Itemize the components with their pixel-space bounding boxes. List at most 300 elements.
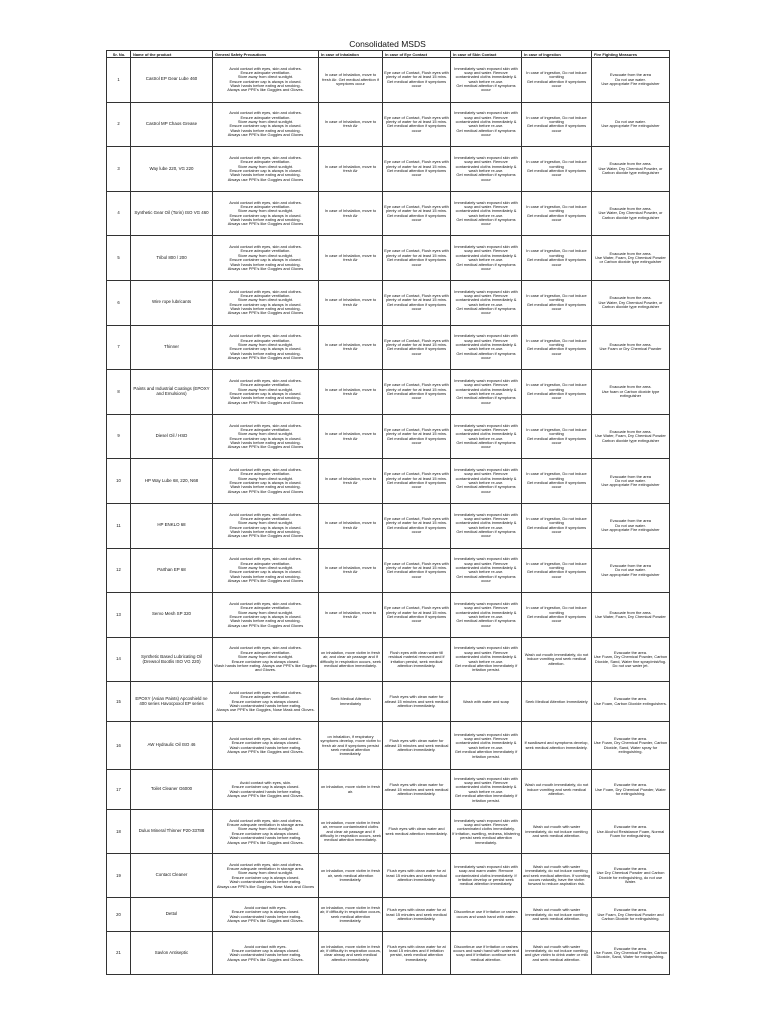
cell-fire-fighting-text: Evacuate from the area. Use Water, Dry Chemical Powder, or Carbon dioxide type extinguisher bbox=[598, 161, 663, 176]
cell-fire-fighting-text: Evacuate from the area. Use Water, Foam, Dry Chemical Powder Carbon dioxide type extinguisher bbox=[595, 429, 666, 443]
cell-skin-contact bbox=[451, 932, 522, 975]
cell-ingestion-text: In case of ingestion, Do not induce vomiting Get medical attention if symptoms occur bbox=[526, 70, 587, 89]
cell-ingestion bbox=[522, 191, 592, 236]
cell-inhalation bbox=[319, 503, 383, 548]
cell-product bbox=[131, 503, 213, 548]
cell-inhalation bbox=[319, 593, 383, 638]
cell-fire-fighting bbox=[592, 593, 670, 638]
cell-skin-contact bbox=[451, 593, 522, 638]
table-body bbox=[107, 58, 670, 975]
cell-precautions-text: Avoid contact with eyes, skin and clothes. Ensure adequate ventilation. Store away from direct sunlight. Ensure container cap is always in closed. Wash hands before eating and smoking. Always use PPE's like Goggles and Gloves bbox=[227, 467, 304, 494]
cell-ingestion-text: Wash out mouth immediately, do not induce vomiting and seek medical attention. bbox=[524, 782, 589, 796]
cell-ingestion bbox=[522, 854, 592, 898]
cell-fire-fighting-text: Evacuate the area. Use Dry Chemical Powder and Carbon Dioxide for extinguishing, do not use Water. bbox=[596, 866, 665, 885]
cell-sr-no bbox=[107, 236, 131, 281]
cell-inhalation-text: In case of Inhalation, move to fresh Air bbox=[324, 163, 377, 173]
cell-ingestion bbox=[522, 459, 592, 504]
cell-fire-fighting-text: Evacuate the area. Use Foam, Dry Chemical Powder and Carbon Dioxide for extinguishing. bbox=[597, 907, 664, 921]
cell-fire-fighting bbox=[592, 810, 670, 854]
cell-sr-no-text: 3 bbox=[117, 165, 120, 171]
cell-product bbox=[131, 722, 213, 770]
cell-precautions bbox=[213, 722, 319, 770]
cell-product-text: HP Way Lube 68, 220, N68 bbox=[144, 477, 199, 483]
cell-fire-fighting bbox=[592, 325, 670, 370]
cell-skin-contact bbox=[451, 58, 522, 103]
cell-inhalation bbox=[319, 459, 383, 504]
cell-skin-contact bbox=[451, 810, 522, 854]
cell-precautions-text: Avoid contact with eyes, skin and clothes. Ensure adequate ventilation. Store away from direct sunlight. Ensure container cap is always in closed. Wash hands before eating and smoking. Always use PPE's like Goggles and Gloves bbox=[227, 110, 304, 138]
cell-ingestion-text: Wash out mouth with water immediately, do not induce vomiting and seek medical attention. bbox=[525, 907, 588, 921]
cell-eye-contact-text: Eye case of Contact, Flush eyes with plenty of water for at least 15 mins. Get medical attention if symptoms occur bbox=[384, 516, 449, 535]
cell-sr-no-text: 21 bbox=[116, 950, 121, 956]
cell-ingestion bbox=[522, 280, 592, 325]
cell-sr-no bbox=[107, 102, 131, 147]
cell-fire-fighting-text: Evacuate from the area. Use Water, Dry Chemical Powder, or Carbon dioxide type extinguisher bbox=[598, 295, 663, 309]
cell-sr-no bbox=[107, 770, 131, 810]
cell-ingestion bbox=[522, 932, 592, 975]
cell-sr-no-text: 16 bbox=[116, 742, 121, 748]
cell-eye-contact bbox=[383, 593, 451, 638]
cell-skin-contact bbox=[451, 414, 522, 459]
cell-sr-no-text: 13 bbox=[116, 611, 121, 617]
cell-sr-no-text: 7 bbox=[117, 344, 120, 350]
cell-fire-fighting bbox=[592, 637, 670, 682]
cell-precautions bbox=[213, 637, 319, 682]
cell-skin-contact bbox=[451, 325, 522, 370]
cell-product-text: Way lube 220, VG 220 bbox=[149, 165, 194, 171]
cell-product bbox=[131, 325, 213, 370]
cell-precautions bbox=[213, 593, 319, 638]
cell-fire-fighting-text: Evacuate from the area. Use Foam or Dry Chemical Powder bbox=[599, 342, 662, 352]
cell-precautions bbox=[213, 325, 319, 370]
table-row bbox=[107, 370, 670, 415]
cell-ingestion bbox=[522, 548, 592, 593]
cell-eye-contact-text: Eye case of Contact, Flush eyes with plenty of water for at least 15 mins. Get medical attention if symptoms occur bbox=[384, 248, 449, 267]
cell-inhalation-text: In case of Inhalation, move to fresh Air bbox=[324, 342, 377, 352]
cell-sr-no bbox=[107, 898, 131, 932]
cell-sr-no bbox=[107, 280, 131, 325]
cell-eye-contact-text: Flush eyes with clean water and seek medical attention immediately. bbox=[385, 826, 448, 836]
cell-eye-contact bbox=[383, 147, 451, 192]
msds-page bbox=[106, 38, 669, 975]
cell-inhalation-text: on inhalation, move victim in fresh air, remove contaminated cloths and clear air passage and if difficulty in respiration occurs, seek medical attention immediately. bbox=[320, 819, 381, 843]
cell-eye-contact-text: Eye case of Contact, Flush eyes with plenty of water for at least 15 mins. Get medical attention if symptoms occur bbox=[384, 337, 449, 356]
cell-sr-no bbox=[107, 854, 131, 898]
cell-sr-no bbox=[107, 593, 131, 638]
cell-ingestion-text: In case of ingestion, Do not induce vomiting Get medical attention if symptoms occur bbox=[526, 203, 587, 222]
cell-skin-contact-text: Immediately wash exposed skin with soap and water. Remove contaminated cloths immediately & wash before re-use. Get medical attention if symptoms occur bbox=[454, 110, 518, 138]
cell-ingestion-text: In case of ingestion, Do not induce vomiting Get medical attention if symptoms occur bbox=[526, 114, 587, 133]
cell-eye-contact bbox=[383, 280, 451, 325]
table-header-row bbox=[107, 51, 670, 58]
cell-precautions-text: Avoid contact with eyes, skin and clothes. Ensure adequate ventilation. Store away from direct sunlight. Ensure container cap is always in closed. Wash hands before eating and smoking. Always use PPE's like Goggles and Gloves bbox=[227, 600, 304, 628]
cell-skin-contact-text: Immediately wash exposed skin with soap and water. Remove contaminated cloths immediately & wash before re-use. Get medical attention immediately if irritation persist. bbox=[454, 731, 518, 759]
cell-product bbox=[131, 459, 213, 504]
cell-ingestion bbox=[522, 414, 592, 459]
cell-fire-fighting bbox=[592, 459, 670, 504]
cell-eye-contact-text: Eye case of Contact, Flush eyes with plenty of water for at least 15 mins. Get medical attention if symptoms occur bbox=[384, 293, 449, 312]
cell-fire-fighting-text: Evacuate the area. Use Foam, Dry Chemical Powder, Carbon Dioxide, Sand, Water spray for extinguishing. bbox=[593, 736, 668, 755]
cell-precautions bbox=[213, 854, 319, 898]
cell-inhalation-text: on inhalation, move victim in fresh air. bbox=[320, 784, 381, 794]
cell-precautions bbox=[213, 58, 319, 103]
cell-product-text: Castrol EP Gear Lube 460 bbox=[145, 76, 198, 82]
cell-eye-contact-text: Flush eyes with clean water for at least 15 minutes and seek medical attention immediately. bbox=[386, 868, 447, 882]
cell-sr-no bbox=[107, 325, 131, 370]
cell-eye-contact-text: Eye case of Contact, Flush eyes with plenty of water for at least 15 mins. Get medical attention if symptoms occur bbox=[384, 560, 449, 579]
cell-precautions bbox=[213, 770, 319, 810]
cell-inhalation bbox=[319, 810, 383, 854]
header-sr-no: Sr. No. bbox=[107, 51, 131, 58]
cell-ingestion bbox=[522, 593, 592, 638]
cell-fire-fighting-text: Evacuate from the area. Use Water, Foam, Dry Chemical Powder or Carbon dioxide type extinguisher bbox=[595, 250, 666, 265]
cell-product-text: Toilet Cleaner G6000 bbox=[150, 786, 193, 792]
cell-ingestion-text: In case of ingestion, Do not induce vomiting Get medical attention if symptoms occur bbox=[526, 293, 587, 312]
cell-precautions bbox=[213, 503, 319, 548]
cell-inhalation bbox=[319, 932, 383, 975]
cell-product-text: Wire rope lubricants bbox=[151, 299, 192, 305]
cell-sr-no-text: 10 bbox=[116, 477, 121, 483]
cell-skin-contact-text: Discontinue use if irritation or rashes occurs and wash hand with water and soap and if irritation continue seek medical attention. bbox=[453, 943, 519, 962]
cell-precautions-text: Avoid contact with eyes, skin and clothes. Ensure adequate ventilation. Store away from direct sunlight. Ensure container cap is always in closed. Wash hands before eating and smoking. Always use PPE's like Goggles and Gloves bbox=[227, 199, 304, 227]
cell-sr-no-text: 18 bbox=[116, 828, 121, 834]
cell-inhalation-text: on inhalation, move victim in fresh air, and clear air passage and if difficulty in respiration occurs, seek medical attention immediately. bbox=[320, 649, 381, 668]
cell-precautions bbox=[213, 898, 319, 932]
cell-inhalation bbox=[319, 770, 383, 810]
cell-skin-contact-text: Immediately wash exposed skin with soap and water. Remove contaminated cloths immediately & wash before re-use. Get medical attention if symptoms occur bbox=[454, 422, 518, 450]
cell-sr-no-text: 5 bbox=[117, 255, 120, 260]
cell-eye-contact bbox=[383, 548, 451, 593]
cell-ingestion bbox=[522, 682, 592, 722]
table-row bbox=[107, 637, 670, 682]
cell-ingestion bbox=[522, 58, 592, 103]
cell-sr-no bbox=[107, 932, 131, 975]
cell-fire-fighting-text: Evacuate from the area Do not use water. Use appropriate Fire extinguisher bbox=[601, 72, 660, 86]
cell-sr-no bbox=[107, 810, 131, 854]
cell-skin-contact bbox=[451, 147, 522, 192]
cell-skin-contact bbox=[451, 236, 522, 281]
cell-inhalation-text: In case of Inhalation, move to fresh Air. Get medical attention if symptoms occur bbox=[322, 72, 379, 86]
cell-eye-contact bbox=[383, 325, 451, 370]
cell-product bbox=[131, 593, 213, 638]
table-row bbox=[107, 280, 670, 325]
cell-skin-contact bbox=[451, 191, 522, 236]
cell-skin-contact-text: Immediately wash exposed skin with soap and water. Remove contaminated cloths immediately & wash before re-use. Get medical attention immediately if irritation persist. bbox=[454, 775, 518, 803]
cell-skin-contact-text: Immediately wash exposed skin with soap and water. Remove contaminated cloths immediately & wash before re-use. Get medical attention if symptoms occur bbox=[454, 288, 518, 316]
table-row bbox=[107, 722, 670, 770]
cell-fire-fighting bbox=[592, 932, 670, 975]
cell-eye-contact-text: Flush eyes with clean water for atleast 15 minutes and seek medical attention immediately. bbox=[384, 738, 449, 752]
cell-product bbox=[131, 102, 213, 147]
cell-product-text: Tribol 800 / 200 bbox=[156, 254, 187, 260]
cell-fire-fighting bbox=[592, 236, 670, 281]
cell-inhalation bbox=[319, 370, 383, 415]
header-fire-fighting: Fire Fighting Measures bbox=[592, 51, 670, 58]
cell-fire-fighting bbox=[592, 770, 670, 810]
cell-ingestion bbox=[522, 637, 592, 682]
cell-precautions-text: Avoid contact with eyes, skin and clothes. Ensure adequate ventilation in storage area. Store away from direct sunlight. Ensure container cap is always closed. Wash contaminated hands before eating. Always use PPE's like Goggles and Gloves. bbox=[226, 817, 305, 845]
cell-fire-fighting bbox=[592, 898, 670, 932]
cell-inhalation-text: In case of Inhalation, move to fresh Air bbox=[324, 475, 377, 486]
cell-eye-contact bbox=[383, 637, 451, 682]
table-row bbox=[107, 770, 670, 810]
cell-precautions-text: Avoid contact with eyes, skin. Ensure container cap is always closed. Wash contaminated hands before eating. Always use PPE's like Goggles and Gloves. bbox=[227, 780, 304, 799]
cell-product-text: Synthetic Based Lubricating Oil (Drewsol Bootlis ISO VG 220) bbox=[140, 653, 202, 664]
cell-precautions-text: Avoid contact with eyes, skin and clothes. Ensure adequate ventilation. Store away from direct sunlight. Ensure container cap is always closed. Wash hands before eating. Always use PPE's like Goggles and Gloves. bbox=[214, 645, 317, 673]
cell-inhalation bbox=[319, 102, 383, 147]
cell-fire-fighting-text: Evacuate from the area. Use Water, Dry Chemical Powder, or Carbon dioxide type extinguisher bbox=[598, 206, 663, 220]
cell-precautions-text: Avoid contact with eyes, skin and clothes. Ensure adequate ventilation. Store away from direct sunlight. Ensure container cap is always in closed. Wash hands before eating and smoking. Always use PPE's like Goggles and Gloves bbox=[227, 422, 304, 450]
cell-ingestion-text: In case of ingestion, Do not induce vomiting Get medical attention if symptoms occur bbox=[526, 159, 587, 178]
msds-table bbox=[106, 50, 670, 975]
cell-skin-contact bbox=[451, 854, 522, 898]
cell-product-text: HP ENKLO 68 bbox=[157, 522, 186, 528]
cell-inhalation bbox=[319, 637, 383, 682]
cell-eye-contact-text: Eye case of Contact, Flush eyes with plenty of water for at least 15 mins. Get medical attention if symptoms occur bbox=[384, 382, 449, 401]
cell-eye-contact-text: Flush eyes with clean water for atleast 15 minutes and seek medical attention immediately. bbox=[384, 694, 449, 708]
cell-skin-contact-text: Immediately wash exposed skin with soap and water. Remove contaminated cloths immediately & wash before re-use. Get medical attention if symptoms occur bbox=[454, 511, 518, 539]
cell-inhalation-text: In case of Inhalation, move to fresh Air bbox=[324, 252, 377, 263]
cell-fire-fighting-text: Evacuate the area. Use Foam, Carbon Dioxide extinguishers. bbox=[594, 696, 667, 706]
cell-inhalation-text: on inhalation, if respiratory symptoms develop, move victim to fresh air and if symptoms persist seek medical attention immediately. bbox=[320, 733, 381, 757]
cell-sr-no-text: 19 bbox=[116, 872, 121, 878]
cell-ingestion-text: In case of ingestion, Do not induce vomiting Get medical attention if symptoms occur bbox=[526, 337, 587, 356]
cell-inhalation bbox=[319, 58, 383, 103]
table-row bbox=[107, 191, 670, 236]
cell-skin-contact bbox=[451, 898, 522, 932]
cell-inhalation bbox=[319, 191, 383, 236]
cell-eye-contact-text: Eye case of Contact, Flush eyes with plenty of water for at least 15 mins. Get medical attention if symptoms occur bbox=[384, 426, 449, 445]
cell-ingestion-text: In case of ingestion, Do not induce vomiting Get medical attention if symptoms occur bbox=[526, 248, 587, 267]
cell-sr-no bbox=[107, 637, 131, 682]
cell-skin-contact bbox=[451, 459, 522, 504]
cell-eye-contact bbox=[383, 459, 451, 504]
cell-eye-contact-text: Flush eyes with clean water for at least 15 minutes and seek medical attention immediately. bbox=[386, 907, 447, 921]
cell-eye-contact bbox=[383, 370, 451, 415]
cell-product bbox=[131, 770, 213, 810]
cell-fire-fighting bbox=[592, 682, 670, 722]
cell-sr-no bbox=[107, 722, 131, 770]
cell-fire-fighting-text: Evacuate from the area. Use foam or Carbon dioxide type extinguisher bbox=[601, 384, 660, 399]
cell-skin-contact bbox=[451, 637, 522, 682]
cell-skin-contact-text: Immediately wash exposed skin with soap and water. Remove contaminated cloths immediately & wash before re-use. Get medical attention if symptoms occur bbox=[454, 377, 518, 405]
cell-ingestion-text: If swallowed and symptoms develop, seek medical attention immediately. bbox=[524, 740, 589, 750]
cell-eye-contact bbox=[383, 898, 451, 932]
cell-precautions bbox=[213, 932, 319, 975]
cell-precautions-text: Avoid contact with eyes, skin and clothes. Ensure adequate ventilation. Ensure container cap is always closed. Wash contaminated hands before eating. Always use PPE's like Goggles, Nose Mask and Gloves. bbox=[216, 689, 315, 713]
cell-fire-fighting-text: Evacuate from the area Do not use water. Use appropriate Fire extinguisher bbox=[601, 562, 660, 577]
cell-sr-no-text: 12 bbox=[116, 567, 121, 573]
cell-precautions bbox=[213, 370, 319, 415]
cell-inhalation bbox=[319, 280, 383, 325]
cell-eye-contact bbox=[383, 810, 451, 854]
cell-fire-fighting bbox=[592, 854, 670, 898]
cell-sr-no-text: 2 bbox=[117, 121, 120, 127]
table-row bbox=[107, 325, 670, 370]
cell-ingestion bbox=[522, 102, 592, 147]
cell-inhalation-text: on inhalation, move victim in fresh air, if difficulty in respiration occurs, clear airway and seek medical attention immediately. bbox=[320, 943, 381, 962]
cell-precautions-text: Avoid contact with eyes, skin and clothes. Ensure adequate ventilation. Store away from direct sunlight. Ensure container cap is always in closed. Wash hands before eating and smoking. Always use PPE's like Goggles and Gloves bbox=[227, 511, 304, 539]
cell-sr-no bbox=[107, 682, 131, 722]
cell-ingestion-text: Wash out mouth with water immediately, do not induce vomiting and give victim to drink water or milk and seek medical attention. bbox=[524, 943, 589, 962]
cell-product bbox=[131, 854, 213, 898]
cell-eye-contact-text: Eye case of Contact, Flush eyes with plenty of water for at least 15 mins. Get medical attention if symptoms occur bbox=[384, 114, 449, 133]
cell-skin-contact-text: Immediately wash exposed skin with soap and water. Remove contaminated cloths immediately & wash before re-use. Get medical attention if symptoms occur bbox=[454, 65, 518, 93]
table-row bbox=[107, 932, 670, 975]
cell-eye-contact-text: Flush eyes with clean water for at least 15 minutes and if irritation persist, seek medical attention immediately. bbox=[387, 943, 446, 962]
table-row bbox=[107, 147, 670, 192]
cell-product-text: AW Hydraulic Oil ISO 46 bbox=[147, 742, 196, 748]
cell-precautions bbox=[213, 682, 319, 722]
cell-fire-fighting-text: Evacuate from the area. Use Water, Foam, Dry Chemical Powder bbox=[595, 609, 666, 619]
cell-ingestion bbox=[522, 236, 592, 281]
cell-product bbox=[131, 414, 213, 459]
cell-eye-contact bbox=[383, 414, 451, 459]
cell-precautions-text: Avoid contact with eyes, skin and clothes. Ensure adequate ventilation. Store away from direct sunlight. Ensure container cap is always in closed. Wash hands before eating and smoking. Always use PPE's like Goggles and Gloves bbox=[227, 377, 304, 405]
cell-fire-fighting bbox=[592, 58, 670, 103]
cell-fire-fighting bbox=[592, 191, 670, 236]
cell-product-text: EPOXY (Asian Paints) Apcoshield ne 400 series Havocpoxol EP series bbox=[135, 695, 208, 706]
cell-product bbox=[131, 191, 213, 236]
cell-eye-contact bbox=[383, 722, 451, 770]
cell-product-text: Contact Cleaner bbox=[155, 872, 188, 878]
document-title: Consolidated MSDS bbox=[349, 39, 426, 49]
cell-sr-no bbox=[107, 548, 131, 593]
table-row bbox=[107, 854, 670, 898]
cell-product bbox=[131, 280, 213, 325]
cell-precautions-text: Avoid contact with eyes, skin and clothes. Ensure adequate ventilation. Store away from direct sunlight. Ensure container cap is always in closed. Wash hands before eating and smoking. Always use PPE's like Goggles and Gloves bbox=[227, 556, 304, 584]
cell-product bbox=[131, 637, 213, 682]
cell-inhalation bbox=[319, 325, 383, 370]
cell-sr-no-text: 8 bbox=[117, 388, 120, 394]
cell-fire-fighting-text: Evacuate the area. Use Foam, Dry Chemical Powder, Carbon Dioxide, Sand, Water fine spray/mist/fog. Do not use water jet. bbox=[593, 649, 668, 668]
cell-fire-fighting bbox=[592, 370, 670, 415]
cell-inhalation-text: In case of Inhalation, move to fresh Air bbox=[324, 297, 377, 307]
table-row bbox=[107, 898, 670, 932]
cell-sr-no-text: 9 bbox=[117, 433, 120, 439]
cell-precautions-text: Avoid contact with eyes. Ensure container cap is always closed. Wash contaminated hands before eating. Always use PPE's like Goggles and Gloves. bbox=[227, 905, 304, 924]
cell-fire-fighting-text: Evacuate the area. Use Alcohol Resistance Foam, Normal Foam for extinguishing. bbox=[596, 824, 665, 838]
cell-eye-contact-text: Flush eyes with clean water till residual material removed and if irritation persist, seek medical attention immediately. bbox=[388, 649, 445, 668]
cell-inhalation-text: In case of Inhalation, move to fresh Air bbox=[324, 564, 377, 575]
cell-sr-no bbox=[107, 191, 131, 236]
table-row bbox=[107, 682, 670, 722]
cell-fire-fighting-text: Evacuate from the area Do not use water. Use appropriate Fire extinguisher bbox=[601, 518, 660, 532]
cell-inhalation-text: In case of Inhalation, move to fresh Air bbox=[324, 431, 377, 441]
cell-product-text: Savlon Antiseptic bbox=[154, 949, 189, 955]
cell-ingestion bbox=[522, 325, 592, 370]
cell-precautions-text: Avoid contact with eyes, skin and clothes. Ensure adequate ventilation in storage area. Store away from direct sunlight. Ensure container cap is always closed. Wash contaminated hands before eating. Always use PPE's like Goggles, Nose Mask and Gloves bbox=[216, 861, 315, 889]
table-row bbox=[107, 810, 670, 854]
cell-ingestion bbox=[522, 810, 592, 854]
cell-inhalation bbox=[319, 854, 383, 898]
cell-inhalation-text: In case of Inhalation, move to fresh Air bbox=[324, 386, 377, 396]
cell-sr-no bbox=[107, 147, 131, 192]
table-row bbox=[107, 548, 670, 593]
table-row bbox=[107, 459, 670, 504]
cell-skin-contact bbox=[451, 370, 522, 415]
cell-product bbox=[131, 898, 213, 932]
cell-product-text: Parthan EP 68 bbox=[157, 566, 186, 572]
cell-ingestion bbox=[522, 898, 592, 932]
cell-ingestion-text: In case of ingestion, Do not induce vomiting Get medical attention if symptoms occur bbox=[526, 605, 587, 624]
cell-product-text: Castrol MP Chaos Grease bbox=[145, 120, 198, 126]
cell-inhalation bbox=[319, 147, 383, 192]
cell-inhalation-text: In case of Inhalation, move to fresh Air bbox=[324, 119, 377, 129]
cell-ingestion bbox=[522, 147, 592, 192]
header-precautions: General Safety Precautions bbox=[213, 51, 319, 58]
cell-inhalation bbox=[319, 236, 383, 281]
cell-fire-fighting bbox=[592, 414, 670, 459]
cell-ingestion-text: Wash out mouth with water immediately, do not induce vomiting and seek medical attention. If vomiting occurs naturally, have the victim forward to reduce aspiration risk. bbox=[523, 863, 590, 887]
cell-product-text: Servo Mesh SP 320 bbox=[152, 611, 191, 617]
cell-precautions-text: Avoid contact with eyes, skin and clothes. Ensure adequate ventilation. Store away from direct sunlight. Ensure container cap is always in closed. Wash hands before eating and smoking. Always use PPE's like Goggles and Gloves bbox=[227, 154, 304, 182]
cell-product bbox=[131, 548, 213, 593]
cell-precautions bbox=[213, 147, 319, 192]
cell-fire-fighting bbox=[592, 503, 670, 548]
cell-eye-contact-text: Flush eyes with clean water for atleast 15 minutes and seek medical attention immediately. bbox=[384, 782, 449, 796]
cell-ingestion bbox=[522, 722, 592, 770]
cell-eye-contact-text: Eye case of Contact, Flush eyes with plenty of water for at least 15 mins. Get medical attention if symptoms occur bbox=[384, 203, 449, 222]
cell-precautions bbox=[213, 236, 319, 281]
cell-product-text: Synthetic Gear Oil (Torin) ISO VG 460 bbox=[134, 210, 209, 216]
cell-skin-contact-text: Immediately wash exposed skin with soap and water. Remove contaminated cloths immediately & wash before re-use. Get medical attention if symptoms occur bbox=[454, 467, 518, 494]
cell-precautions bbox=[213, 414, 319, 459]
cell-product-text: Dettol bbox=[165, 911, 178, 917]
cell-fire-fighting-text: Do not use water. Use appropriate Fire extinguisher bbox=[601, 119, 660, 129]
cell-precautions bbox=[213, 548, 319, 593]
cell-ingestion bbox=[522, 770, 592, 810]
cell-ingestion bbox=[522, 370, 592, 415]
cell-inhalation-text: In case of Inhalation, move to fresh Air bbox=[324, 609, 377, 619]
cell-fire-fighting bbox=[592, 147, 670, 192]
table-row bbox=[107, 414, 670, 459]
cell-skin-contact bbox=[451, 722, 522, 770]
cell-eye-contact-text: Eye case of Contact, Flush eyes with plenty of water for at least 15 mins. Get medical attention if symptoms occur bbox=[384, 605, 449, 624]
cell-ingestion bbox=[522, 503, 592, 548]
header-product: Name of the product bbox=[131, 51, 213, 58]
cell-sr-no-text: 15 bbox=[116, 698, 121, 704]
cell-product bbox=[131, 682, 213, 722]
cell-skin-contact bbox=[451, 102, 522, 147]
cell-skin-contact-text: Immediately wash exposed skin with soap and water. Remove contaminated cloths immediately & wash before re-use. Get medical attention if symptoms occur bbox=[454, 600, 518, 628]
cell-skin-contact-text: Immediately wash exposed skin with soap and water. Remove contaminated cloths immediately & wash before re-use. Get medical attention if symptoms occur bbox=[454, 333, 518, 361]
cell-fire-fighting bbox=[592, 102, 670, 147]
cell-skin-contact bbox=[451, 770, 522, 810]
cell-skin-contact-text: Wash with water and soap bbox=[462, 698, 510, 704]
cell-fire-fighting bbox=[592, 722, 670, 770]
cell-inhalation bbox=[319, 898, 383, 932]
cell-precautions bbox=[213, 191, 319, 236]
cell-skin-contact bbox=[451, 280, 522, 325]
cell-skin-contact-text: Immediately wash exposed skin with soap and water. Remove contaminated cloths immediately & wash before re-use. Get medical attention if symptoms occur bbox=[454, 199, 518, 227]
cell-precautions-text: Avoid contact with eyes, skin and clothes. Ensure adequate ventilation. Store away from direct sunlight. Ensure container cap is always in closed. Wash hands before eating and smoking. Always use PPE's like Goggles and Gloves bbox=[227, 288, 304, 316]
cell-ingestion-text: In case of ingestion, Do not induce vomiting Get medical attention if symptoms occur bbox=[526, 426, 587, 445]
cell-eye-contact-text: Eye case of Contact, Flush eyes with plenty of water for at least 15 mins. Get medical attention if symptoms occur bbox=[384, 159, 449, 178]
cell-precautions-text: Avoid contact with eyes, skin and clothes. Ensure container cap is always closed. Wash contaminated hands before eating. Always use PPE's like Goggles and Gloves. bbox=[227, 736, 304, 755]
cell-inhalation bbox=[319, 682, 383, 722]
cell-eye-contact bbox=[383, 932, 451, 975]
cell-ingestion-text: Wash out mouth with water immediately, do not induce vomiting and seek medical attention. bbox=[525, 824, 588, 838]
cell-fire-fighting-text: Evacuate the area. Use Foam, Dry Chemical Powder, Carbon Dioxide, Sand, Water for extinguishing. bbox=[593, 945, 668, 960]
cell-fire-fighting-text: Evacuate the area. Use Foam, Dry Chemical Powder, Water for extinguishing. bbox=[595, 782, 666, 796]
table-row bbox=[107, 58, 670, 103]
table-row bbox=[107, 593, 670, 638]
cell-eye-contact bbox=[383, 854, 451, 898]
cell-skin-contact-text: Immediately wash exposed skin with soap and water. Remove contaminated cloths immediately & wash before re-use. Get medical attention if symptoms occur bbox=[454, 556, 518, 584]
cell-inhalation-text: on inhalation, move victim in fresh air, seek medical attention immediately. bbox=[320, 868, 381, 882]
cell-product-text: Paints and Industrial Coatings (EPOXY and Emulsions) bbox=[133, 386, 210, 396]
